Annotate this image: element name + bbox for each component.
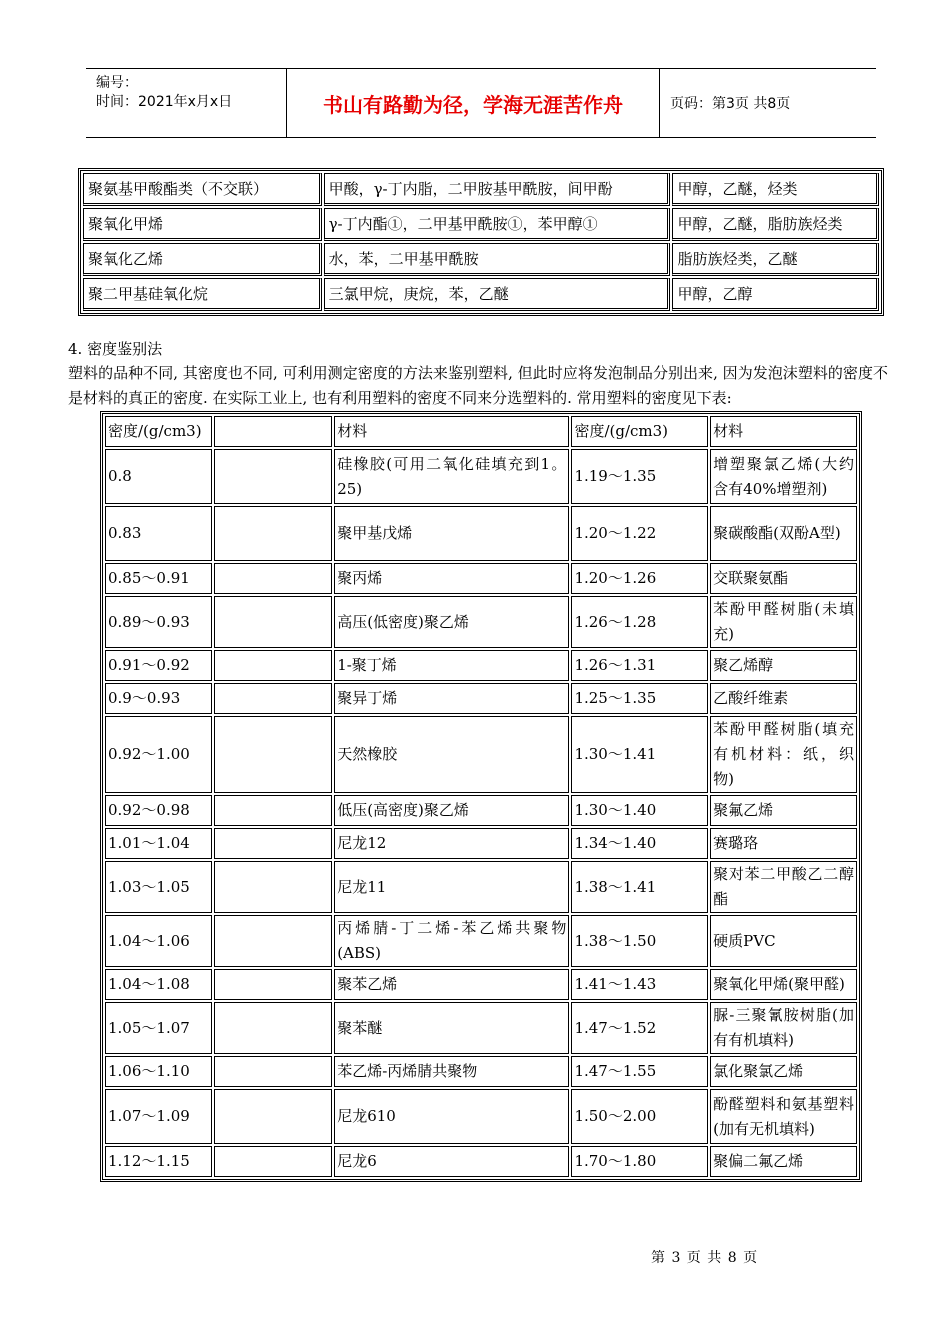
table-cell: 聚二甲基硅氧化烷 [83, 278, 322, 311]
table-row [105, 683, 857, 714]
table-cell [214, 449, 333, 504]
table-row [105, 1056, 857, 1087]
table-cell [214, 915, 333, 967]
table-cell: 增塑聚氯乙烯(大约含有40%增塑剂) [710, 449, 857, 504]
table-cell: 甲醇，乙醇 [672, 278, 879, 311]
table-cell: 苯酚甲醛树脂(填充有机材料：纸，织物) [710, 716, 857, 793]
table-cell: 0.85～0.91 [105, 563, 212, 594]
table-cell: 聚氧化乙烯 [83, 243, 322, 276]
table-cell: 1.19～1.35 [571, 449, 708, 504]
table-cell: 聚氟乙烯 [710, 795, 857, 826]
table-cell: 1.70～1.80 [571, 1146, 708, 1177]
table-cell: 聚苯醚 [334, 1002, 569, 1054]
table-cell: 聚丙烯 [334, 563, 569, 594]
table-row [105, 969, 857, 1000]
table-cell: 聚氧化甲烯 [83, 208, 322, 241]
table-cell: 1.34～1.40 [571, 828, 708, 859]
table-cell: 1.47～1.55 [571, 1056, 708, 1087]
table-row [83, 278, 879, 311]
table-row [105, 650, 857, 681]
table-cell: 脲-三聚氰胺树脂(加有有机填料) [710, 1002, 857, 1054]
table-cell: 1.07～1.09 [105, 1089, 212, 1144]
table-row [105, 716, 857, 793]
table-cell: 1.30～1.41 [571, 716, 708, 793]
table-cell: 甲醇，乙醚，烃类 [672, 173, 879, 206]
column-header: 材料 [334, 416, 569, 447]
table-cell: 聚异丁烯 [334, 683, 569, 714]
table-cell: 三氯甲烷，庚烷，苯，乙醚 [324, 278, 671, 311]
table-cell [214, 563, 333, 594]
table-cell: 高压(低密度)聚乙烯 [334, 596, 569, 648]
table-cell: 1.41～1.43 [571, 969, 708, 1000]
table-row [83, 243, 879, 276]
table-cell: 1.25～1.35 [571, 683, 708, 714]
table-cell: 1.04～1.08 [105, 969, 212, 1000]
table-cell [214, 716, 333, 793]
table-cell: 0.89～0.93 [105, 596, 212, 648]
table-cell: 氯化聚氯乙烯 [710, 1056, 857, 1087]
table-row [105, 1002, 857, 1054]
table-cell: 赛璐珞 [710, 828, 857, 859]
table-cell: 0.92～0.98 [105, 795, 212, 826]
motto: 书山有路勤为径，学海无涯苦作舟 [287, 69, 660, 137]
table-row [105, 795, 857, 826]
table-cell: 硅橡胶(可用二氧化硅填充到1。25) [334, 449, 569, 504]
table-cell: 聚乙烯醇 [710, 650, 857, 681]
table-cell: 0.91～0.92 [105, 650, 212, 681]
page-header [86, 68, 876, 138]
table-row [83, 208, 879, 241]
table-row [105, 1089, 857, 1144]
table-cell: 酚醛塑料和氨基塑料(加有无机填料) [710, 1089, 857, 1144]
page-footer: 第 3 页 共 8 页 [651, 1250, 759, 1266]
table-cell: 尼龙12 [334, 828, 569, 859]
table-cell: 乙酸纤维素 [710, 683, 857, 714]
table-cell: 1.06～1.10 [105, 1056, 212, 1087]
column-header [214, 416, 333, 447]
table-cell [214, 828, 333, 859]
solvent-table [78, 168, 884, 316]
table-header-row [105, 416, 857, 447]
table-row [105, 828, 857, 859]
table-cell: 1.30～1.40 [571, 795, 708, 826]
page-label: 页码：第3页 共8页 [670, 96, 791, 112]
table-cell: 苯酚甲醛树脂(未填充) [710, 596, 857, 648]
table-cell: 0.83 [105, 506, 212, 561]
table-cell: 1.47～1.52 [571, 1002, 708, 1054]
section-title: 4. 密度鉴别法 [68, 340, 163, 358]
column-header: 密度/(g/cm3) [571, 416, 708, 447]
table-cell: 甲酸，γ-丁内脂，二甲胺基甲酰胺，间甲酚 [324, 173, 671, 206]
table-cell [214, 650, 333, 681]
table-cell [214, 1089, 333, 1144]
table-cell [214, 969, 333, 1000]
table-cell: 聚对苯二甲酸乙二醇酯 [710, 861, 857, 913]
table-cell: 1.26～1.31 [571, 650, 708, 681]
table-row [105, 915, 857, 967]
section-paragraph: 塑料的品种不同, 其密度也不同, 可利用测定密度的方法来鉴别塑料, 但此时应将发泡制品分别出来, 因为发泡沫塑料的密度不是材料的真正的密度. 在实际工业上, 也有利用塑料的密度不同来分选塑料的. 常用塑料的密度见下表: [68, 364, 888, 407]
table-cell: 交联聚氨酯 [710, 563, 857, 594]
table-cell: 尼龙6 [334, 1146, 569, 1177]
table-cell: 聚甲基戊烯 [334, 506, 569, 561]
table-cell [214, 596, 333, 648]
table-cell: 1.20～1.22 [571, 506, 708, 561]
table-row [83, 173, 879, 206]
table-row [105, 596, 857, 648]
column-header: 密度/(g/cm3) [105, 416, 212, 447]
table-cell [214, 506, 333, 561]
table-cell: 苯乙烯-丙烯腈共聚物 [334, 1056, 569, 1087]
table-cell [214, 1056, 333, 1087]
table-cell: 聚苯乙烯 [334, 969, 569, 1000]
table-cell: 1-聚丁烯 [334, 650, 569, 681]
table-row [105, 449, 857, 504]
table-cell [214, 683, 333, 714]
table-cell: 1.04～1.06 [105, 915, 212, 967]
table-cell: 脂肪族烃类，乙醚 [672, 243, 879, 276]
table-cell: 1.05～1.07 [105, 1002, 212, 1054]
table-cell: 0.92～1.00 [105, 716, 212, 793]
table-cell: 1.20～1.26 [571, 563, 708, 594]
table-cell: 甲醇，乙醚，脂肪族烃类 [672, 208, 879, 241]
header-meta [86, 69, 287, 137]
table-row [105, 861, 857, 913]
table-cell: γ-丁内酯①，二甲基甲酰胺①，苯甲醇① [324, 208, 671, 241]
column-header: 材料 [710, 416, 857, 447]
table-cell [214, 861, 333, 913]
table-cell [214, 795, 333, 826]
table-cell: 1.38～1.41 [571, 861, 708, 913]
table-cell: 1.03～1.05 [105, 861, 212, 913]
table-cell: 1.01～1.04 [105, 828, 212, 859]
table-cell [214, 1002, 333, 1054]
table-cell: 天然橡胶 [334, 716, 569, 793]
table-cell: 丙烯腈-丁二烯-苯乙烯共聚物(ABS) [334, 915, 569, 967]
table-cell: 聚偏二氟乙烯 [710, 1146, 857, 1177]
table-cell: 聚碳酸酯(双酚A型) [710, 506, 857, 561]
table-cell: 硬质PVC [710, 915, 857, 967]
table-cell: 聚氨基甲酸酯类（不交联） [83, 173, 322, 206]
table-row [105, 1146, 857, 1177]
density-table [100, 411, 862, 1182]
number-label: 编号： [96, 75, 138, 91]
table-cell: 1.12～1.15 [105, 1146, 212, 1177]
table-cell [214, 1146, 333, 1177]
table-cell: 尼龙610 [334, 1089, 569, 1144]
table-row [105, 563, 857, 594]
table-cell: 低压(高密度)聚乙烯 [334, 795, 569, 826]
table-cell: 水，苯，二甲基甲酰胺 [324, 243, 671, 276]
table-cell: 聚氧化甲烯(聚甲醛) [710, 969, 857, 1000]
table-cell: 1.50～2.00 [571, 1089, 708, 1144]
table-cell: 1.26～1.28 [571, 596, 708, 648]
table-cell: 0.8 [105, 449, 212, 504]
table-cell: 尼龙11 [334, 861, 569, 913]
table-cell: 1.38～1.50 [571, 915, 708, 967]
table-cell: 0.9～0.93 [105, 683, 212, 714]
time-label: 时间：2021年x月x日 [96, 94, 233, 110]
table-row [105, 506, 857, 561]
